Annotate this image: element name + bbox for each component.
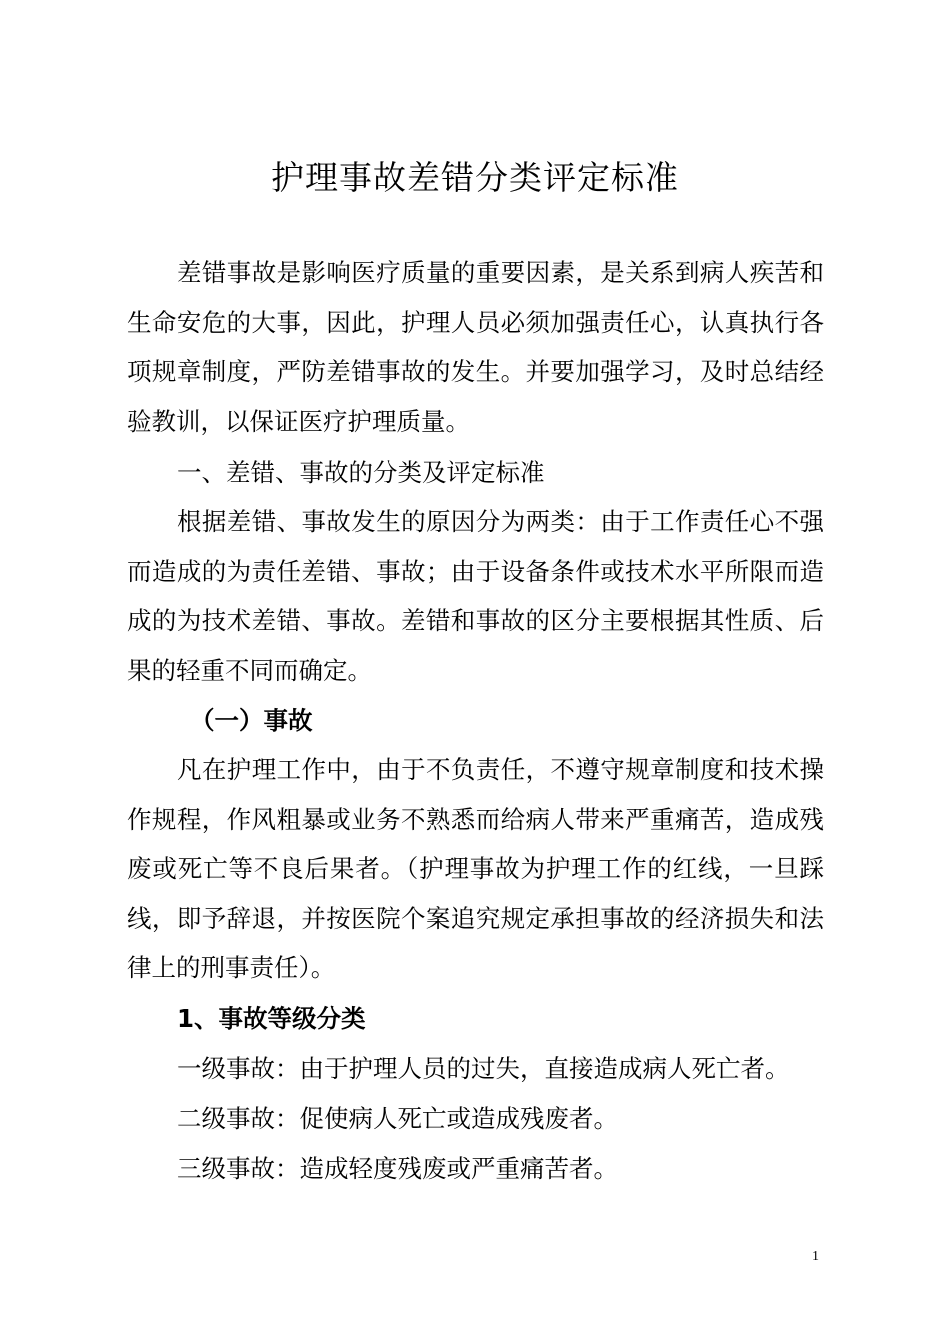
grade-item: 二级事故：促使病人死亡或造成残废者。 [177, 1104, 618, 1133]
grade-item: 一级事故：由于护理人员的过失，直接造成病人死亡者。 [177, 1054, 790, 1083]
document-title: 护理事故差错分类评定标准 [271, 158, 679, 197]
page-number: 1 [812, 1249, 819, 1264]
grade-item: 三级事故：造成轻度残废或严重痛苦者。 [177, 1154, 618, 1183]
section-body-paragraph: 根据差错、事故发生的原因分为两类：由于工作责任心不强而造成的为责任差错、事故；由于设备条件或技术水平所限而造成的为技术差错、事故。差错和事故的区分主要根据其性质、后果的轻重不同而确定。 [127, 507, 824, 685]
section-heading: 一、差错、事故的分类及评定标准 [177, 458, 545, 487]
subsection-body-paragraph: 凡在护理工作中，由于不负责任，不遵守规章制度和技术操作规程，作风粗暴或业务不熟悉而给病人带来严重痛苦，造成残废或死亡等不良后果者。（护理事故为护理工作的红线，一旦踩线，即予辞退，并按医院个案追究规定承担事故的经济损失和法律上的刑事责任）。 [127, 755, 824, 982]
intro-paragraph: 差错事故是影响医疗质量的重要因素，是关系到病人疾苦和生命安危的大事，因此，护理人员必须加强责任心，认真执行各项规章制度，严防差错事故的发生。并要加强学习，及时总结经验教训，以保证医疗护理质量。 [127, 258, 824, 436]
subsection-heading: （一）事故 [190, 706, 313, 735]
grade-heading: 1、事故等级分类 [177, 1004, 366, 1033]
